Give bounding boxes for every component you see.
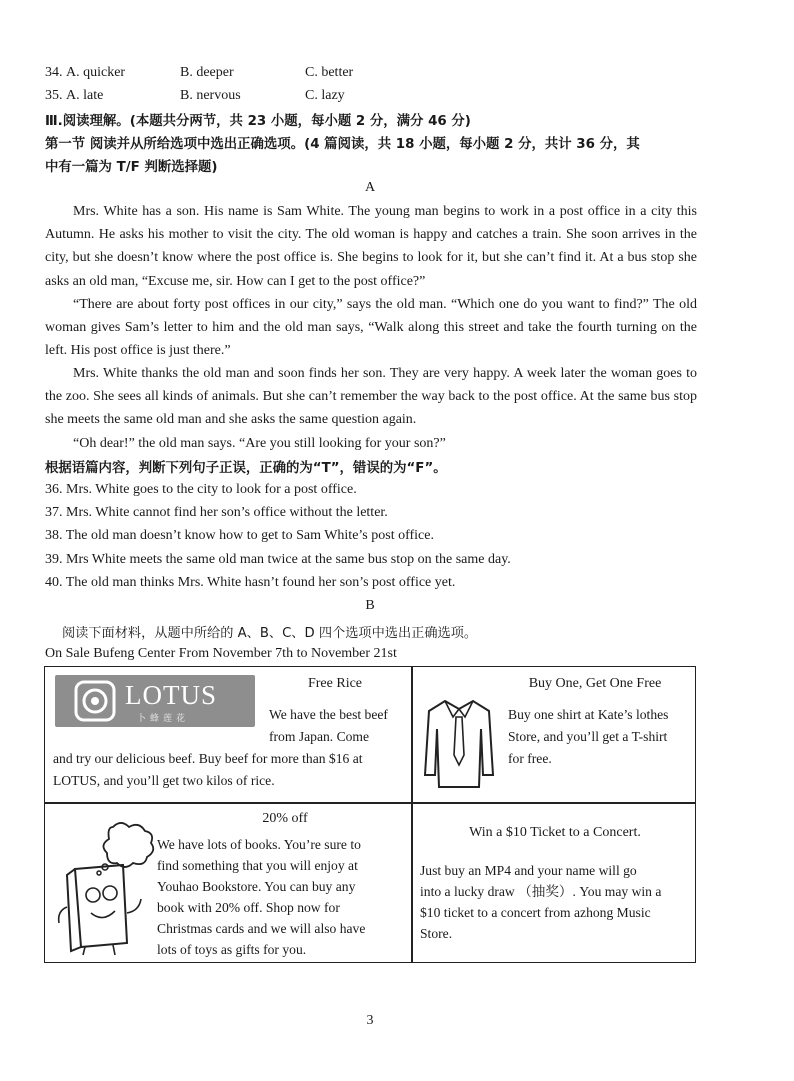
q34-number: 34. xyxy=(45,65,63,80)
q35-option-b: B. nervous xyxy=(180,88,241,103)
books-ad-line-1: We have lots of books. You’re sure to xyxy=(157,837,361,852)
lotus-ad-line-4: LOTUS, and you’ll get two kilos of rice. xyxy=(53,773,275,788)
question-38: 38. The old man doesn’t know how to get to Sam White’s post office. xyxy=(45,528,434,543)
books-ad-line-3: Youhao Bookstore. You can buy any xyxy=(157,879,356,894)
lotus-logo xyxy=(55,675,255,727)
lotus-ad-title: Free Rice xyxy=(307,676,363,691)
lotus-ad-line-2: from Japan. Come xyxy=(269,729,370,744)
passage-a-label: A xyxy=(364,180,376,195)
passage-a-paragraph-4: “Oh dear!” the old man says. “Are you still looking for your son?” xyxy=(73,436,446,451)
grid-divider-vertical xyxy=(411,667,413,962)
question-40: 40. The old man thinks Mrs. White hasn’t found her son’s post office yet. xyxy=(45,575,456,590)
books-ad-line-6: lots of toys as gifts for you. xyxy=(157,942,307,957)
books-ad-line-5: Christmas cards and we will also have xyxy=(157,921,366,936)
books-ad-line-2: find something that you will enjoy at xyxy=(157,858,358,873)
concert-ad-line-1: Just buy an MP4 and your name will go xyxy=(420,863,637,878)
lotus-ad-line-3: and try our delicious beef. Buy beef for more than $16 at xyxy=(53,751,363,766)
q34-option-a: A. quicker xyxy=(66,65,126,80)
question-36: 36. Mrs. White goes to the city to look for a post office. xyxy=(45,482,357,497)
question-39: 39. Mrs White meets the same old man twice at the same bus stop on the same day. xyxy=(45,552,511,567)
shirt-ad-line-3: for free. xyxy=(508,751,552,766)
tf-instruction: 根据语篇内容，判断下列句子正误，正确的为“T”，错误的为“F”。 xyxy=(45,461,447,476)
book-cartoon-icon xyxy=(53,817,163,957)
concert-ad-line-3: $10 ticket to a concert from azhong Music xyxy=(420,905,651,920)
concert-ad-line-2: into a lucky draw （抽奖）. You may win a xyxy=(420,884,662,899)
page-number: 3 xyxy=(366,1013,374,1028)
sale-line: On Sale Bufeng Center From November 7th to November 21st xyxy=(45,646,397,661)
passage-b-instruction: 阅读下面材料，从题中所给的 A、B、C、D 四个选项中选出正确选项。 xyxy=(62,626,478,641)
section-1-heading: 第一节 阅读并从所给选项中选出正确选项。(4 篇阅读，共 18 小题，每小题 2 分，共计 36 分，其 xyxy=(45,137,640,152)
section-3-heading: Ⅲ.阅读理解。(本题共分两节，共 23 小题，每小题 2 分，满分 46 分) xyxy=(45,114,471,129)
section-1-heading-cont: 中有一篇为 T/F 判断选择题) xyxy=(45,160,218,175)
books-ad-line-4: book with 20% off. Shop now for xyxy=(157,900,340,915)
concert-ad-title: Win a $10 Ticket to a Concert. xyxy=(469,825,641,840)
shirt-ad-line-2: Store, and you’ll get a T-shirt xyxy=(508,729,668,744)
concert-ad-line-4: Store. xyxy=(420,926,453,941)
q35-option-a: A. late xyxy=(66,88,104,103)
q35-number: 35. xyxy=(45,88,63,103)
lotus-emblem-icon xyxy=(73,679,117,723)
ad-grid xyxy=(44,666,696,963)
passage-a-paragraph-2: “There are about forty post offices in our city,” says the old man. “Which one do you want to find?” The old woman gives Sam’s letter to him and the old man says, “Walk along this street and take the fourth turning on the left. His post office is just there.” xyxy=(45,297,697,359)
passage-b-label: B xyxy=(365,598,375,613)
shirt-icon xyxy=(423,695,495,795)
lotus-ad-line-1: We have the best beef xyxy=(269,707,388,722)
lotus-logo-text: LOTUS xyxy=(125,680,217,710)
passage-a-paragraph-1: Mrs. White has a son. His name is Sam White. The young man begins to work in a post office in a city this Autumn. He asks his mother to visit the city. The old woman is happy and catches a train. She soon arrives in the city, but she doesn’t know where the post office is. She begins to look for it, but she can’t find it. At a bus stop she asks an old man, “Excuse me, sir. How can I get to the post office?” xyxy=(45,204,697,289)
question-37: 37. Mrs. White cannot find her son’s office without the letter. xyxy=(45,505,388,520)
passage-a-paragraph-3: Mrs. White thanks the old man and soon finds her son. They are very happy. A week later the woman goes to the zoo. She sees all kinds of animals. But she can’t remember the way back to the post office. At the same bus stop she meets the same old man and she asks the same question again. xyxy=(45,366,697,428)
q34-option-c: C. better xyxy=(305,65,354,80)
shirt-ad-title: Buy One, Get One Free xyxy=(528,676,662,691)
shirt-ad-line-1: Buy one shirt at Kate’s lothes xyxy=(508,707,669,722)
q35-option-c: C. lazy xyxy=(305,88,345,103)
books-ad-title: 20% off xyxy=(262,811,308,826)
q34-option-b: B. deeper xyxy=(180,65,234,80)
lotus-logo-subtext: 卜蜂莲花 xyxy=(137,714,190,724)
grid-divider-horizontal xyxy=(45,802,695,804)
